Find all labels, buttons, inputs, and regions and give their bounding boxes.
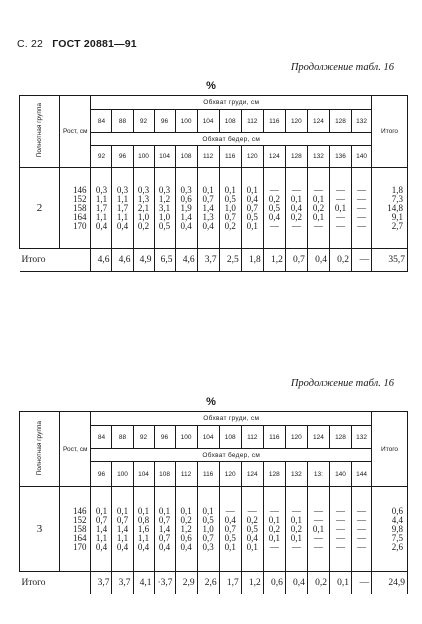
chest-value: 96 [154, 426, 175, 449]
percent-value: 0,1 [312, 523, 325, 534]
percent-column [91, 168, 112, 249]
percent-value: — [313, 541, 323, 552]
total-label: Итого [20, 249, 91, 272]
hips-value: 116 [197, 462, 219, 487]
chest-value: 120 [285, 110, 307, 133]
percent-value: — [336, 184, 345, 195]
percent-value: — [291, 505, 301, 516]
row-total-value: 1,8 [391, 184, 403, 195]
percent-value: 0,4 [180, 541, 192, 552]
hips-label: Обхват бедер, см [202, 135, 261, 143]
chest-value: 88 [112, 426, 133, 449]
hips-group-header [91, 133, 372, 146]
itogo-column-header [372, 96, 408, 168]
height-value: 152 [72, 193, 87, 204]
total-value: 4,9 [133, 249, 154, 272]
row-total-value: 9,1 [391, 211, 403, 222]
total-value: 4,1 [133, 572, 154, 595]
hips-value: 124 [241, 462, 263, 487]
percent-value: 0,7 [246, 202, 258, 213]
total-value: 4,6 [91, 249, 112, 272]
percent-value: 0,5 [224, 193, 236, 204]
percent-column [329, 168, 351, 249]
percent-column [307, 168, 329, 249]
percent-value: — [357, 193, 367, 204]
percent-value: — [269, 541, 279, 552]
percent-value: 1,2 [180, 523, 192, 534]
distribution-table-1 [19, 95, 408, 272]
chest-value: 124 [307, 110, 329, 133]
percent-column [197, 487, 219, 572]
row-totals-cell [372, 168, 408, 249]
percent-column [219, 168, 241, 249]
total-value: 6,5 [154, 249, 175, 272]
percent-value: 0,3 [137, 184, 150, 195]
chest-label: Обхват груди, см [203, 99, 260, 106]
percent-value: 1,1 [116, 211, 129, 222]
percent-value: 0,1 [246, 220, 258, 231]
chest-value: 108 [219, 110, 241, 133]
totals-row [20, 249, 408, 272]
percent-value: — [313, 220, 323, 231]
hips-value: 104 [154, 146, 175, 168]
percent-value: 0,5 [268, 202, 280, 213]
rost-column-header [59, 96, 91, 168]
percent-value: 0,1 [312, 211, 325, 222]
hips-value: 96 [112, 146, 133, 168]
percent-value: 0,2 [290, 523, 302, 534]
heights-cell [59, 487, 91, 572]
group-column-header [20, 96, 60, 168]
height-value: 164 [72, 211, 87, 222]
percent-column [154, 168, 175, 249]
percent-value: 1,7 [116, 202, 129, 213]
percent-value: 1,1 [137, 532, 150, 543]
grand-total: 35,7 [372, 249, 408, 272]
percent-value: 0,8 [137, 514, 150, 525]
percent-value: — [269, 220, 279, 231]
percent-value: 1,1 [116, 532, 129, 543]
hips-value: 116 [219, 146, 241, 168]
total-value: 3,7 [112, 572, 133, 595]
chest-value: 88 [112, 110, 133, 133]
percent-value: 0,3 [180, 184, 192, 195]
percent-column [219, 487, 241, 572]
percent-value: 0,2 [246, 514, 258, 525]
height-value: 158 [72, 523, 87, 534]
row-total-value: 2,7 [391, 220, 403, 231]
chest-value: 92 [133, 426, 154, 449]
hips-value: 100 [112, 462, 133, 487]
percent-value: 0,2 [268, 193, 280, 204]
total-value: 0,2 [307, 572, 329, 595]
chest-header-row [20, 412, 408, 426]
percent-value: 0,1 [246, 541, 258, 552]
hips-value: 132 [285, 462, 307, 487]
percent-value: — [313, 514, 323, 525]
percent-value: 0,1 [202, 184, 214, 195]
total-value: 2,6 [197, 572, 219, 595]
percent-value: — [313, 505, 323, 516]
percent-value: — [336, 211, 345, 222]
percent-value: 0,1 [158, 505, 171, 516]
percent-value: 0,2 [180, 514, 192, 525]
itogo-label: Итого [381, 128, 399, 135]
total-value: 1,8 [241, 249, 263, 272]
hips-value: 108 [154, 462, 175, 487]
percent-sign-2: % [206, 396, 216, 408]
height-value: 152 [72, 514, 87, 525]
percent-value: — [336, 523, 345, 534]
page-header [17, 38, 137, 50]
percent-value: — [357, 220, 367, 231]
percent-value: 1,4 [116, 523, 129, 534]
percent-value: 1,1 [95, 193, 108, 204]
total-value: 1,7 [219, 572, 241, 595]
percent-value: 0,4 [116, 541, 129, 552]
height-value: 158 [72, 202, 87, 213]
percent-value: — [313, 184, 323, 195]
total-value: 3,7 [197, 249, 219, 272]
hips-value: 104 [133, 462, 154, 487]
percent-sign-1: % [206, 80, 216, 92]
total-value: 2,5 [219, 249, 241, 272]
percent-value: 0,7 [95, 514, 108, 525]
height-value: 170 [72, 220, 87, 231]
percent-value: 0,4 [137, 541, 150, 552]
total-value: ·3,7 [154, 572, 175, 595]
percent-column [154, 487, 175, 572]
percent-value: 0,2 [290, 211, 302, 222]
percent-value: 0,4 [246, 532, 258, 543]
chest-value: 92 [133, 110, 154, 133]
chest-value: 120 [285, 426, 307, 449]
hips-group-header [91, 449, 372, 462]
total-label: Итого [20, 572, 91, 595]
percent-value: 0,4 [268, 211, 280, 222]
percent-value: 0,3 [202, 541, 214, 552]
percent-column [91, 487, 112, 572]
percent-value: 1,4 [202, 202, 214, 213]
height-value: 146 [72, 184, 87, 195]
percent-column [112, 487, 133, 572]
percent-value: 0,1 [290, 514, 302, 525]
itogo-label: Итого [381, 445, 399, 453]
percent-value: — [357, 514, 367, 525]
percent-value: 1,9 [180, 202, 192, 213]
chest-value: 132 [352, 110, 372, 133]
percent-column [307, 487, 329, 572]
chest-value: 112 [241, 110, 263, 133]
chest-value: 104 [197, 426, 219, 449]
percent-value: — [336, 514, 345, 525]
rost-column-header [59, 412, 91, 487]
data-row [20, 168, 408, 249]
row-totals-cell [372, 487, 408, 572]
percent-value: — [336, 541, 345, 552]
percent-column [285, 168, 307, 249]
total-value: 0,1 [329, 572, 351, 595]
percent-value: 0,1 [180, 505, 192, 516]
hips-value: 92 [91, 146, 112, 168]
standard-code: ГОСТ 20881—91 [52, 38, 137, 50]
hips-value: 144 [352, 462, 372, 487]
percent-value: 0,1 [312, 193, 325, 204]
percent-column [197, 168, 219, 249]
page-number: С. 22 [17, 38, 44, 50]
total-value: — [352, 572, 372, 595]
percent-value: 1,0 [158, 211, 171, 222]
total-value: 0,4 [307, 249, 329, 272]
percent-value: 1,0 [137, 211, 150, 222]
height-value: 170 [72, 541, 87, 552]
hips-value: 13: [307, 462, 329, 487]
total-value: 0,4 [285, 572, 307, 595]
percent-value: 0,4 [95, 541, 108, 552]
percent-value: 0,5 [224, 532, 236, 543]
hips-value: 100 [133, 146, 154, 168]
percent-value: 1,4 [95, 523, 108, 534]
row-total-value: 0,6 [391, 505, 403, 516]
group-number: 3 [20, 487, 60, 572]
hips-value: 124 [263, 146, 285, 168]
chest-value: 112 [241, 426, 263, 449]
percent-value: 0,2 [224, 220, 236, 231]
percent-value: 0,4 [202, 220, 214, 231]
row-total-value: 7,3 [391, 193, 403, 204]
row-total-value: 4,4 [391, 514, 403, 525]
percent-column [352, 487, 372, 572]
chest-value: 104 [197, 110, 219, 133]
chest-value: 124 [307, 426, 329, 449]
chest-value: 84 [91, 110, 112, 133]
percent-value: 0,5 [202, 514, 214, 525]
percent-value: 0,1 [116, 505, 129, 516]
total-value: 0,2 [329, 249, 351, 272]
percent-value: 0,1 [95, 505, 108, 516]
total-value: 2,9 [175, 572, 197, 595]
percent-value: — [357, 202, 367, 213]
hips-value: 140 [329, 462, 351, 487]
percent-value: 0,6 [180, 193, 192, 204]
chest-value: 100 [175, 110, 197, 133]
heights-cell [59, 168, 91, 249]
percent-column [175, 168, 197, 249]
percent-value: 0,4 [246, 193, 258, 204]
percent-value: 0,7 [158, 514, 171, 525]
totals-row [20, 572, 408, 595]
percent-value: 0,3 [158, 184, 171, 195]
total-value: 4,6 [112, 249, 133, 272]
percent-value: 1,7 [95, 202, 108, 213]
percent-value: 0,1 [290, 532, 302, 543]
chest-value: 128 [329, 426, 351, 449]
percent-value: 1,4 [180, 211, 192, 222]
percent-column [175, 487, 197, 572]
percent-value: 1,3 [137, 193, 150, 204]
group-label: Полнотная группа [35, 420, 43, 476]
percent-value: — [313, 532, 323, 543]
grand-total: 24,9 [372, 572, 408, 595]
percent-value: 1,0 [224, 202, 236, 213]
chest-value: 84 [91, 426, 112, 449]
percent-value: 0,4 [290, 202, 302, 213]
percent-value: 0,1 [137, 505, 150, 516]
percent-column [112, 168, 133, 249]
row-total-value: 9,8 [391, 523, 403, 534]
percent-value: 1,0 [202, 523, 214, 534]
row-total-value: 14,8 [387, 202, 403, 213]
rost-label: Рост, см [62, 445, 88, 453]
row-total-value: 2,6 [391, 541, 403, 552]
percent-value: 1,4 [158, 523, 171, 534]
hips-value: 112 [197, 146, 219, 168]
percent-value: — [225, 505, 235, 516]
hips-value: 140 [352, 146, 372, 168]
hips-value: 132 [307, 146, 329, 168]
percent-column [263, 168, 285, 249]
percent-column [352, 168, 372, 249]
percent-value: — [247, 505, 257, 516]
percent-value: — [336, 505, 345, 516]
continuation-caption-2: Продолжение табл. 16 [290, 378, 394, 389]
hips-value: 120 [219, 462, 241, 487]
hips-value: 120 [241, 146, 263, 168]
percent-value: 0,7 [202, 193, 214, 204]
percent-value: — [291, 220, 301, 231]
percent-value: 0,7 [202, 532, 214, 543]
chest-header-row [20, 96, 408, 110]
percent-column [133, 168, 154, 249]
data-row [20, 487, 408, 572]
chest-value: 100 [175, 426, 197, 449]
percent-value: 0,3 [95, 184, 108, 195]
total-value: 0,7 [285, 249, 307, 272]
total-value: 0,6 [263, 572, 285, 595]
total-value: 1,2 [241, 572, 263, 595]
percent-value: 0,1 [268, 532, 280, 543]
hips-label: Обхват бедер, см [202, 451, 261, 459]
group-label: Полнотная группа [35, 103, 43, 158]
percent-value: 1,1 [95, 532, 108, 543]
percent-value: — [357, 184, 367, 195]
percent-column [329, 487, 351, 572]
percent-value: 1,3 [202, 211, 214, 222]
rost-label: Рост, см [62, 128, 88, 135]
percent-value: 2,1 [137, 202, 150, 213]
percent-value: 0,5 [246, 523, 258, 534]
percent-value: 0,4 [180, 220, 192, 231]
percent-column [263, 487, 285, 572]
hips-value: 136 [329, 146, 351, 168]
chest-group-header [91, 412, 372, 426]
percent-value: 0,4 [224, 514, 236, 525]
row-total-value: 7,5 [391, 532, 403, 543]
hips-value: 108 [175, 146, 197, 168]
total-value: 4,6 [175, 249, 197, 272]
percent-value: 1,1 [116, 193, 129, 204]
chest-value: 116 [263, 110, 285, 133]
total-value: 1,2 [263, 249, 285, 272]
hips-value: 112 [175, 462, 197, 487]
percent-value: — [357, 541, 367, 552]
chest-value: 116 [263, 426, 285, 449]
percent-value: — [336, 193, 345, 204]
percent-value: — [269, 184, 279, 195]
chest-label: Обхват груди, см [203, 415, 260, 422]
percent-value: — [336, 532, 345, 543]
percent-value: 1,6 [137, 523, 150, 534]
percent-value: — [291, 541, 301, 552]
percent-value: 0,1 [224, 184, 236, 195]
percent-value: 0,5 [158, 220, 171, 231]
percent-value: 0,4 [158, 541, 171, 552]
percent-value: 0,4 [95, 220, 108, 231]
percent-value: 0,7 [224, 523, 236, 534]
chest-value: 96 [154, 110, 175, 133]
percent-value: 0,1 [224, 541, 236, 552]
percent-value: 0,7 [224, 211, 236, 222]
percent-value: 0,2 [268, 523, 280, 534]
total-value: — [352, 249, 372, 272]
percent-value: 0,1 [246, 184, 258, 195]
group-column-header [20, 412, 60, 487]
percent-value: 0,1 [202, 505, 214, 516]
percent-value: 1,2 [158, 193, 171, 204]
percent-value: — [357, 532, 367, 543]
chest-value: 108 [219, 426, 241, 449]
chest-value: 132 [352, 426, 372, 449]
continuation-caption-1: Продолжение табл. 16 [290, 62, 394, 73]
chest-value: 128 [329, 110, 351, 133]
percent-value: 0,1 [290, 193, 302, 204]
percent-value: 0,6 [180, 532, 192, 543]
percent-column [241, 487, 263, 572]
percent-value: — [357, 505, 367, 516]
percent-column [285, 487, 307, 572]
group-number: 2 [20, 168, 60, 249]
percent-value: 3,1 [158, 202, 171, 213]
percent-value: 0,1 [334, 202, 347, 213]
total-value: 3,7 [91, 572, 112, 595]
percent-value: 0,3 [116, 184, 129, 195]
percent-value: 1,1 [95, 211, 108, 222]
percent-value: 0,2 [312, 202, 325, 213]
percent-value: 0,5 [246, 211, 258, 222]
percent-column [241, 168, 263, 249]
percent-value: 0,4 [116, 220, 129, 231]
chest-group-header [91, 96, 372, 110]
percent-column [133, 487, 154, 572]
hips-value: 128 [285, 146, 307, 168]
percent-value: 0,7 [158, 532, 171, 543]
percent-value: — [269, 505, 279, 516]
percent-value: — [357, 211, 367, 222]
hips-value: 128 [263, 462, 285, 487]
hips-value: 96 [91, 462, 112, 487]
percent-value: — [336, 220, 345, 231]
percent-value: 0,2 [137, 220, 150, 231]
percent-value: 0,7 [116, 514, 129, 525]
percent-value: — [291, 184, 301, 195]
height-value: 146 [72, 505, 87, 516]
distribution-table-2 [19, 411, 408, 594]
itogo-column-header [372, 412, 408, 487]
height-value: 164 [72, 532, 87, 543]
percent-value: 0,1 [268, 514, 280, 525]
percent-value: — [357, 523, 367, 534]
